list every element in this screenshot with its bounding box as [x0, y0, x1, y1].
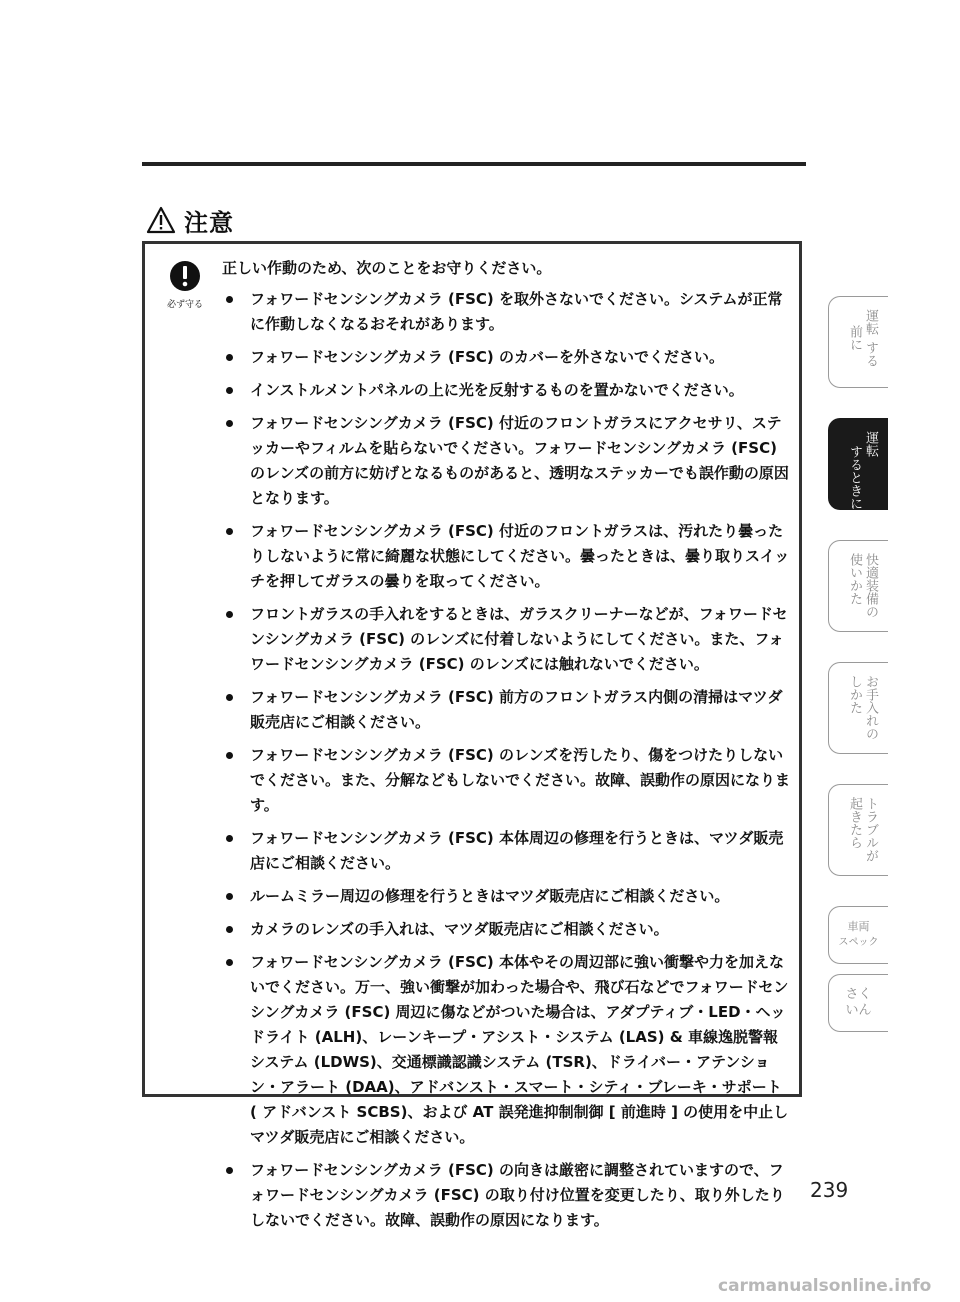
tab-label-line1: さく [845, 987, 872, 1002]
list-item: インストルメントパネルの上に光を反射するものを置かないでください。 [222, 378, 790, 403]
caution-heading [146, 202, 234, 238]
list-item: フロントガラスの手入れをするときは、ガラスクリーナーなどが、フォワードセンシングカメラ (FSC) のレンズに付着しないようにしてください。また、フォワードセンシングカメラ (FSC) のレンズには触れないでください。 [222, 602, 790, 677]
mandatory-exclamation-icon [169, 260, 201, 292]
mandatory-caption: 必ず守る [166, 300, 203, 310]
tab-label-line2: スペック [838, 937, 879, 948]
list-item: フォワードセンシングカメラ (FSC) を取外さないでください。システムが正常に作動しなくなるおそれがあります。 [222, 287, 790, 337]
caution-content [222, 256, 790, 1241]
tab-label-line2: いん [845, 1003, 872, 1018]
list-item: フォワードセンシングカメラ (FSC) のカバーを外さないでください。 [222, 345, 790, 370]
caution-box [142, 241, 802, 1229]
mandatory-notice [163, 260, 207, 310]
tab-while-driving[interactable] [828, 418, 888, 510]
watermark: carmanualsonline.info [718, 1276, 932, 1296]
warning-triangle-icon [146, 206, 176, 234]
list-item: フォワードセンシングカメラ (FSC) 付近のフロントガラスにアクセサリ、ステッカーやフィルムを貼らないでください。フォワードセンシングカメラ (FSC) のレンズの前方に妨げとなるものがあると、透明なステッカーでも誤作動の原因となります。 [222, 411, 790, 511]
tab-label-line1: 車両 [847, 920, 870, 933]
list-item: カメラのレンズの手入れは、マツダ販売店にご相談ください。 [222, 917, 790, 942]
caution-title: 注意 [184, 208, 234, 237]
tab-troubleshooting[interactable] [828, 784, 888, 876]
list-item: ルームミラー周辺の修理を行うときはマツダ販売店にご相談ください。 [222, 884, 790, 909]
tab-label-line1: 快適装備の [863, 553, 878, 618]
tab-label-line1: 運転 [863, 431, 878, 457]
tab-label-line2: 使いかた [847, 553, 862, 605]
tab-vehicle-specs[interactable] [828, 906, 888, 964]
tab-label-line3: する [863, 341, 878, 367]
top-rule [142, 162, 806, 166]
tab-before-driving[interactable] [828, 296, 888, 388]
tab-comfort-equipment[interactable] [828, 540, 888, 632]
list-item: フォワードセンシングカメラ (FSC) 本体やその周辺部に強い衝撃や力を加えないでください。万一、強い衝撃が加わった場合や、飛び石などでフォワードセンシングカメラ (FSC) 周辺に傷などがついた場合は、アダプティブ・LED・ヘッドライト (ALH)、レーンキープ・アシスト・システム (LAS) & 車線逸脱警報システム (LDWS)、交通標識認識システム (TSR)、ドライバー・アテンション・アラート (DAA)、アドバンスト・スマート・シティ・ブレーキ・サポート ( アドバンスト SCBS)、および AT 誤発進抑制制御 [ 前進時 ] の使用を中止しマツダ販売店にご相談ください。 [222, 950, 790, 1150]
list-item: フォワードセンシングカメラ (FSC) 本体周辺の修理を行うときは、マツダ販売店にご相談ください。 [222, 826, 790, 876]
list-item: フォワードセンシングカメラ (FSC) 前方のフロントガラス内側の清掃はマツダ販売店にご相談ください。 [222, 685, 790, 735]
page-number: 239 [810, 1178, 849, 1202]
caution-intro: 正しい作動のため、次のことをお守りください。 [222, 259, 552, 277]
caution-list [222, 287, 790, 1233]
tab-index[interactable] [828, 974, 888, 1032]
tab-label-line2: しかた [847, 675, 862, 714]
tab-label-line2: 前に [847, 325, 862, 351]
list-item: フォワードセンシングカメラ (FSC) のレンズを汚したり、傷をつけたりしないでください。また、分解などもしないでください。故障、誤動作の原因になります。 [222, 743, 790, 818]
tab-label-line1: トラブルが [863, 797, 878, 862]
tab-label-line2: 起きたら [847, 797, 862, 849]
tab-label-line2: するときに [847, 445, 862, 510]
tab-maintenance[interactable] [828, 662, 888, 754]
tab-label-line1: お手入れの [863, 675, 878, 740]
list-item: フォワードセンシングカメラ (FSC) 付近のフロントガラスは、汚れたり曇ったりしないように常に綺麗な状態にしてください。曇ったときは、曇り取りスイッチを押してガラスの曇りを取ってください。 [222, 519, 790, 594]
tab-label-line1: 運転 [863, 309, 878, 335]
list-item: フォワードセンシングカメラ (FSC) の向きは厳密に調整されていますので、フォワードセンシングカメラ (FSC) の取り付け位置を変更したり、取り外したりしないでください。故障、誤動作の原因になります。 [222, 1158, 790, 1233]
